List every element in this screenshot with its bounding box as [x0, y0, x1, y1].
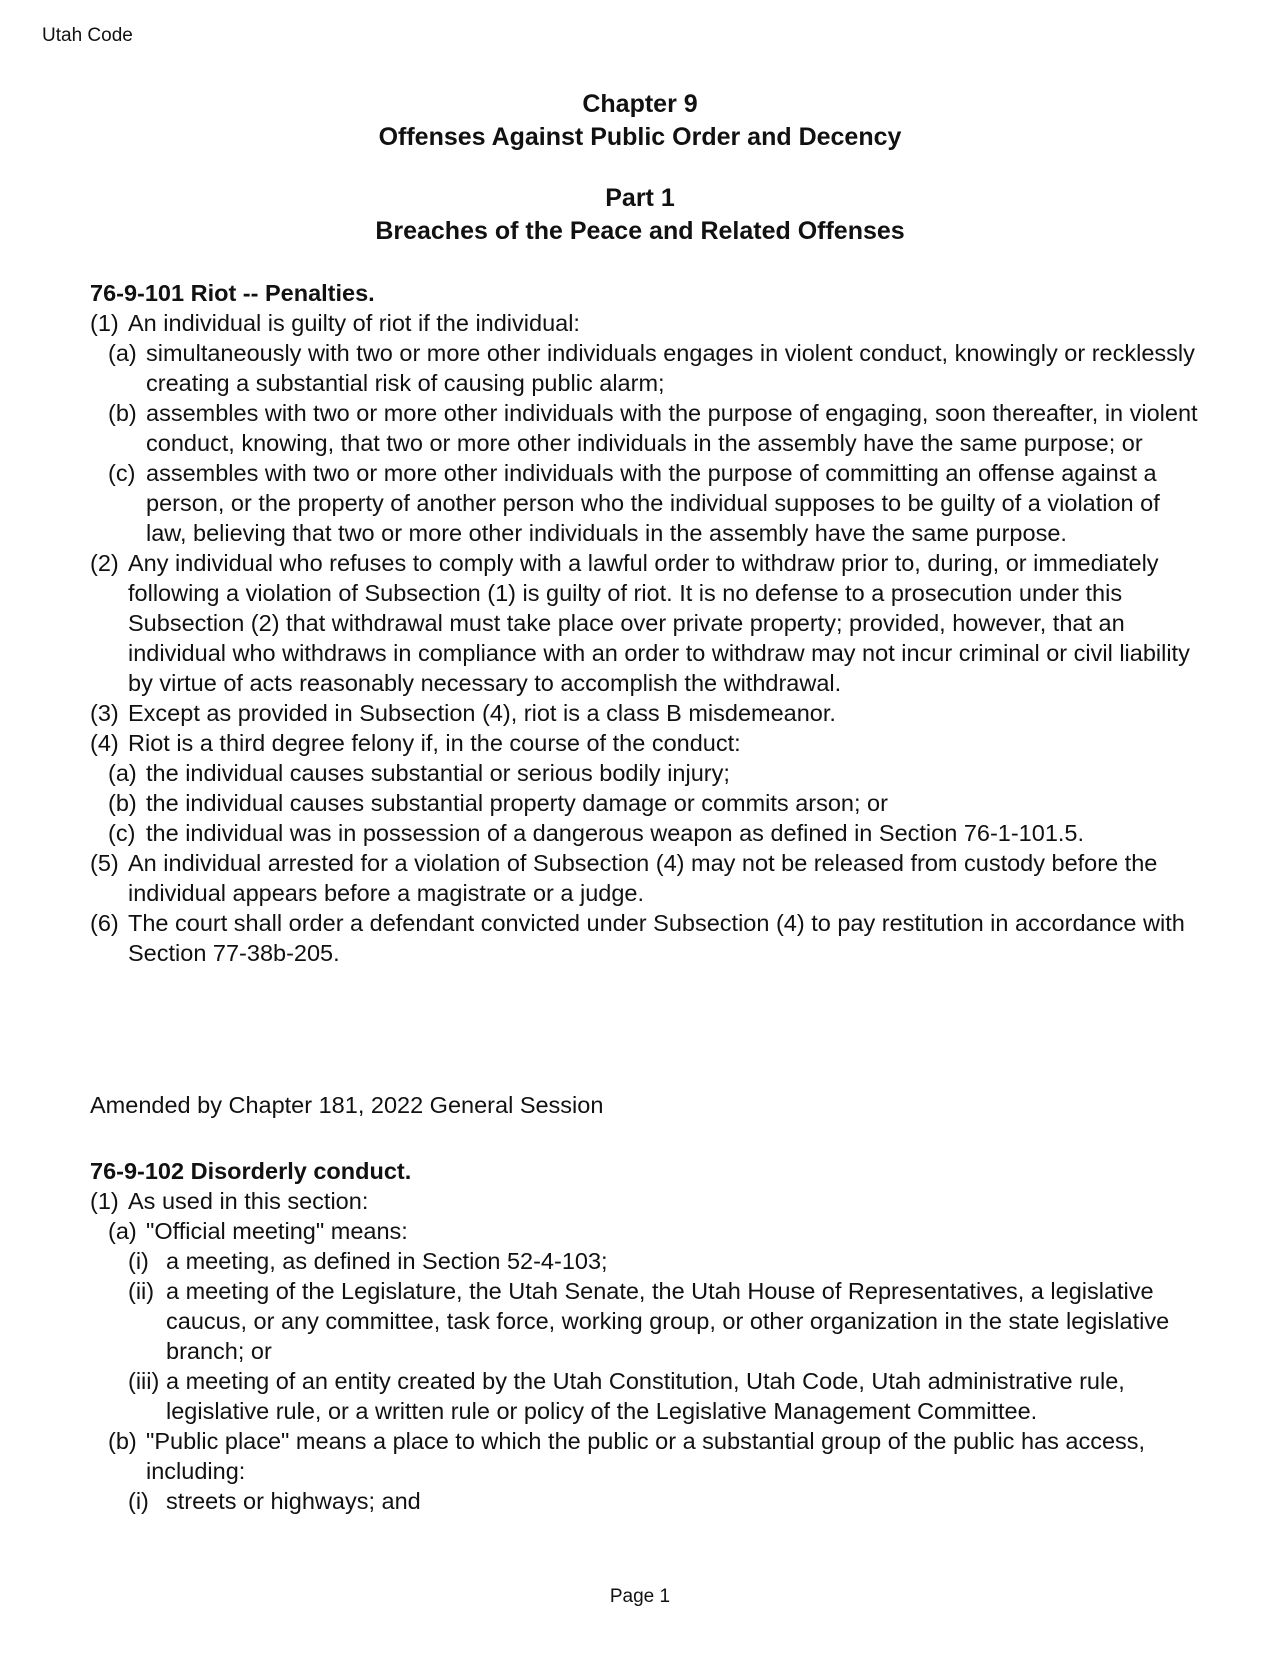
subsection-marker: (4) — [90, 730, 119, 756]
subsection-marker: (b) — [108, 1428, 137, 1454]
subsection — [90, 1426, 1200, 1486]
subsection — [90, 848, 1200, 908]
subsection-text: the individual causes substantial or serious bodily injury; — [146, 760, 730, 786]
subsection — [90, 698, 1200, 728]
subsection-marker: (a) — [108, 760, 137, 786]
subsection-marker: (6) — [90, 910, 119, 936]
subsection-text: simultaneously with two or more other individuals engages in violent conduct, knowingly or recklessly creating a substantial risk of causing public alarm; — [146, 340, 1195, 396]
subsection — [90, 308, 1200, 338]
subsection-marker: (a) — [108, 340, 137, 366]
subsection-marker: (iii) — [128, 1368, 160, 1394]
subsection-text: the individual causes substantial property damage or commits arson; or — [146, 790, 888, 816]
part-title: Breaches of the Peace and Related Offenses — [375, 217, 905, 245]
part-heading — [0, 182, 1280, 248]
subsection-marker: (c) — [108, 820, 136, 846]
subsection-text: The court shall order a defendant convicted under Subsection (4) to pay restitution in accordance with Section 77-38b-205. — [128, 910, 1185, 966]
chapter-title: Offenses Against Public Order and Decency — [378, 123, 902, 151]
subsection-marker: (i) — [128, 1248, 149, 1274]
subsection-text: assembles with two or more other individuals with the purpose of committing an offense against a person, or the property of another person who the individual supposes to be guilty of a violation of law, believing that two or more other individuals in the assembly have the same purpose. — [146, 460, 1160, 546]
subsection-marker: (i) — [128, 1488, 149, 1514]
section-76-9-102 — [90, 1156, 1200, 1516]
subsection-text: An individual is guilty of riot if the individual: — [128, 310, 580, 336]
subsection-marker: (b) — [108, 790, 137, 816]
page-number: Page 1 — [609, 1586, 671, 1607]
subsection-marker: (5) — [90, 850, 119, 876]
subsection — [90, 338, 1200, 398]
subsection-marker: (b) — [108, 400, 137, 426]
subsection — [90, 1216, 1200, 1246]
subsection — [90, 548, 1200, 698]
section-heading: 76-9-102 Disorderly conduct. — [90, 1158, 412, 1184]
subsection-text: a meeting of an entity created by the Utah Constitution, Utah Code, Utah administrative rule, legislative rule, or a written rule or policy of the Legislative Management Committee. — [166, 1368, 1125, 1424]
subsection-marker: (3) — [90, 700, 119, 726]
subsection — [90, 458, 1200, 548]
subsection-marker: (c) — [108, 460, 136, 486]
chapter-number: Chapter 9 — [582, 90, 698, 118]
subsection — [90, 1186, 1200, 1216]
subsection-marker: (1) — [90, 1188, 119, 1214]
chapter-heading — [0, 88, 1280, 154]
subsection — [90, 788, 1200, 818]
section-76-9-101 — [90, 278, 1200, 968]
running-header: Utah Code — [42, 25, 133, 46]
subsection-text: assembles with two or more other individuals with the purpose of engaging, soon thereafter, in violent conduct, knowing, that two or more other individuals in the assembly have the same purpose; or — [146, 400, 1198, 456]
subsection-text: a meeting of the Legislature, the Utah Senate, the Utah House of Representatives, a legislative caucus, or any committee, task force, working group, or other organization in the state legislative branch; or — [166, 1278, 1170, 1364]
subsection-text: An individual arrested for a violation of Subsection (4) may not be released from custody before the individual appears before a magistrate or a judge. — [128, 850, 1158, 906]
subsection-text: the individual was in possession of a dangerous weapon as defined in Section 76-1-101.5. — [146, 820, 1085, 846]
subsection-marker: (1) — [90, 310, 119, 336]
subsection — [90, 728, 1200, 758]
subsection — [90, 1246, 1200, 1276]
subsection-text: "Public place" means a place to which the public or a substantial group of the public has access, including: — [146, 1428, 1146, 1484]
subsection — [90, 1276, 1200, 1366]
subsection-text: Except as provided in Subsection (4), riot is a class B misdemeanor. — [128, 700, 836, 726]
subsection-text: Riot is a third degree felony if, in the course of the conduct: — [128, 730, 741, 756]
subsection-text: Any individual who refuses to comply with a lawful order to withdraw prior to, during, or immediately following a violation of Subsection (1) is guilty of riot. It is no defense to a prosecution under this Subsection (2) that withdrawal must take place over private property; provided, however, that an individual who withdraws in compliance with an order to withdraw may not incur criminal or civil liability by virtue of acts reasonably necessary to accomplish the withdrawal. — [128, 550, 1190, 696]
subsection-text: As used in this section: — [128, 1188, 369, 1214]
subsection-text: streets or highways; and — [166, 1488, 421, 1514]
subsection-marker: (a) — [108, 1218, 137, 1244]
subsection-text: "Official meeting" means: — [146, 1218, 408, 1244]
subsection — [90, 1486, 1200, 1516]
subsection-text: a meeting, as defined in Section 52-4-103; — [166, 1248, 608, 1274]
part-number: Part 1 — [605, 184, 675, 212]
subsection — [90, 1366, 1200, 1426]
subsection-marker: (ii) — [128, 1278, 155, 1304]
subsection — [90, 398, 1200, 458]
subsection-marker: (2) — [90, 550, 119, 576]
subsection — [90, 908, 1200, 968]
subsection — [90, 818, 1200, 848]
section-heading: 76-9-101 Riot -- Penalties. — [90, 280, 375, 306]
history-note: Amended by Chapter 181, 2022 General Session — [90, 1092, 604, 1118]
subsection — [90, 758, 1200, 788]
